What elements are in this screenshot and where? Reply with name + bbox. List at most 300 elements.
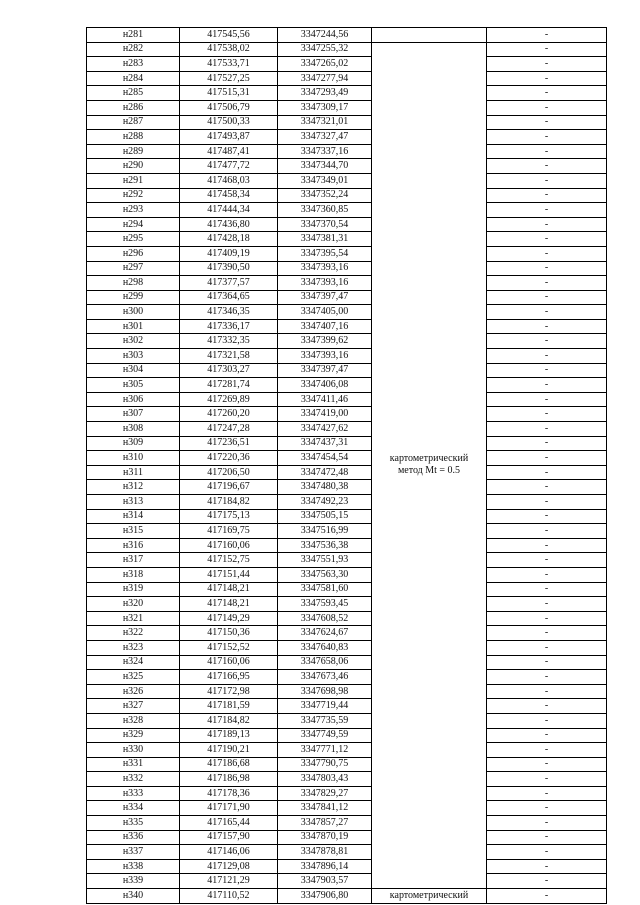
x-coordinate-cell: 417190,21 <box>180 743 278 758</box>
table-row <box>87 859 607 874</box>
error-cell: - <box>487 159 607 174</box>
error-cell: - <box>487 655 607 670</box>
y-coordinate-cell: 3347492,23 <box>278 495 372 510</box>
x-coordinate-cell: 417515,31 <box>180 86 278 101</box>
table-row <box>87 786 607 801</box>
point-name-cell: н294 <box>87 217 180 232</box>
error-cell: - <box>487 57 607 72</box>
y-coordinate-cell: 3347581,60 <box>278 582 372 597</box>
y-coordinate-cell: 3347673,46 <box>278 670 372 685</box>
point-name-cell: н296 <box>87 246 180 261</box>
y-coordinate-cell: 3347536,38 <box>278 538 372 553</box>
error-cell: - <box>487 757 607 772</box>
x-coordinate-cell: 417186,68 <box>180 757 278 772</box>
y-coordinate-cell: 3347255,32 <box>278 42 372 57</box>
x-coordinate-cell: 417390,50 <box>180 261 278 276</box>
x-coordinate-cell: 417184,82 <box>180 495 278 510</box>
x-coordinate-cell: 417152,75 <box>180 553 278 568</box>
error-cell: - <box>487 276 607 291</box>
table-row <box>87 305 607 320</box>
point-name-cell: н321 <box>87 611 180 626</box>
x-coordinate-cell: 417346,35 <box>180 305 278 320</box>
y-coordinate-cell: 3347771,12 <box>278 743 372 758</box>
method-line-2: метод Mt = 0.5 <box>397 465 461 477</box>
x-coordinate-cell: 417444,34 <box>180 203 278 218</box>
x-coordinate-cell: 417236,51 <box>180 436 278 451</box>
y-coordinate-cell: 3347407,16 <box>278 319 372 334</box>
table-row <box>87 626 607 641</box>
x-coordinate-cell: 417487,41 <box>180 144 278 159</box>
error-cell: - <box>487 451 607 466</box>
y-coordinate-cell: 3347480,38 <box>278 480 372 495</box>
y-coordinate-cell: 3347393,16 <box>278 276 372 291</box>
y-coordinate-cell: 3347870,19 <box>278 830 372 845</box>
y-coordinate-cell: 3347454,54 <box>278 451 372 466</box>
table-row <box>87 276 607 291</box>
error-cell: - <box>487 422 607 437</box>
x-coordinate-cell: 417175,13 <box>180 509 278 524</box>
y-coordinate-cell: 3347337,16 <box>278 144 372 159</box>
table-row <box>87 816 607 831</box>
error-cell: - <box>487 319 607 334</box>
point-name-cell: н331 <box>87 757 180 772</box>
point-name-cell: н318 <box>87 567 180 582</box>
point-name-cell: н290 <box>87 159 180 174</box>
error-cell: - <box>487 567 607 582</box>
y-coordinate-cell: 3347593,45 <box>278 597 372 612</box>
y-coordinate-cell: 3347437,31 <box>278 436 372 451</box>
y-coordinate-cell: 3347505,15 <box>278 509 372 524</box>
y-coordinate-cell: 3347419,00 <box>278 407 372 422</box>
y-coordinate-cell: 3347370,54 <box>278 217 372 232</box>
y-coordinate-cell: 3347803,43 <box>278 772 372 787</box>
error-cell: - <box>487 392 607 407</box>
point-name-cell: н333 <box>87 786 180 801</box>
y-coordinate-cell: 3347399,62 <box>278 334 372 349</box>
method-cell <box>372 28 487 43</box>
y-coordinate-cell: 3347360,85 <box>278 203 372 218</box>
y-coordinate-cell: 3347411,46 <box>278 392 372 407</box>
point-name-cell: н308 <box>87 422 180 437</box>
x-coordinate-cell: 417220,36 <box>180 451 278 466</box>
table-row <box>87 188 607 203</box>
x-coordinate-cell: 417152,52 <box>180 640 278 655</box>
y-coordinate-cell: 3347381,31 <box>278 232 372 247</box>
x-coordinate-cell: 417171,90 <box>180 801 278 816</box>
table-row <box>87 772 607 787</box>
table-row <box>87 495 607 510</box>
y-coordinate-cell: 3347719,44 <box>278 699 372 714</box>
y-coordinate-cell: 3347397,47 <box>278 363 372 378</box>
x-coordinate-cell: 417493,87 <box>180 130 278 145</box>
point-name-cell: н300 <box>87 305 180 320</box>
x-coordinate-cell: 417165,44 <box>180 816 278 831</box>
table-row <box>87 86 607 101</box>
table-row <box>87 567 607 582</box>
table-row <box>87 42 607 57</box>
point-name-cell: н281 <box>87 28 180 43</box>
x-coordinate-cell: 417189,13 <box>180 728 278 743</box>
table-row <box>87 684 607 699</box>
point-name-cell: н315 <box>87 524 180 539</box>
point-name-cell: н329 <box>87 728 180 743</box>
y-coordinate-cell: 3347857,27 <box>278 816 372 831</box>
error-cell: - <box>487 743 607 758</box>
point-name-cell: н282 <box>87 42 180 57</box>
x-coordinate-cell: 417146,06 <box>180 845 278 860</box>
point-name-cell: н332 <box>87 772 180 787</box>
y-coordinate-cell: 3347608,52 <box>278 611 372 626</box>
error-cell: - <box>487 626 607 641</box>
point-name-cell: н339 <box>87 874 180 889</box>
table-row <box>87 407 607 422</box>
x-coordinate-cell: 417332,35 <box>180 334 278 349</box>
point-name-cell: н336 <box>87 830 180 845</box>
error-cell: - <box>487 728 607 743</box>
error-cell: - <box>487 582 607 597</box>
coordinates-table-body <box>87 28 607 904</box>
x-coordinate-cell: 417148,21 <box>180 582 278 597</box>
point-name-cell: н303 <box>87 349 180 364</box>
error-cell: - <box>487 115 607 130</box>
point-name-cell: н305 <box>87 378 180 393</box>
x-coordinate-cell: 417160,06 <box>180 655 278 670</box>
x-coordinate-cell: 417148,21 <box>180 597 278 612</box>
error-cell: - <box>487 640 607 655</box>
table-row <box>87 261 607 276</box>
error-cell: - <box>487 71 607 86</box>
error-cell: - <box>487 889 607 904</box>
x-coordinate-cell: 417364,65 <box>180 290 278 305</box>
x-coordinate-cell: 417172,98 <box>180 684 278 699</box>
x-coordinate-cell: 417468,03 <box>180 173 278 188</box>
error-cell: - <box>487 684 607 699</box>
x-coordinate-cell: 417336,17 <box>180 319 278 334</box>
x-coordinate-cell: 417506,79 <box>180 100 278 115</box>
x-coordinate-cell: 417157,90 <box>180 830 278 845</box>
point-name-cell: н306 <box>87 392 180 407</box>
x-coordinate-cell: 417121,29 <box>180 874 278 889</box>
x-coordinate-cell: 417477,72 <box>180 159 278 174</box>
point-name-cell: н299 <box>87 290 180 305</box>
error-cell: - <box>487 436 607 451</box>
x-coordinate-cell: 417110,52 <box>180 889 278 904</box>
error-cell: - <box>487 859 607 874</box>
method-cell: картометрический <box>372 889 487 904</box>
y-coordinate-cell: 3347624,67 <box>278 626 372 641</box>
table-row <box>87 670 607 685</box>
x-coordinate-cell: 417160,06 <box>180 538 278 553</box>
table-row <box>87 290 607 305</box>
y-coordinate-cell: 3347244,56 <box>278 28 372 43</box>
y-coordinate-cell: 3347790,75 <box>278 757 372 772</box>
x-coordinate-cell: 417436,80 <box>180 217 278 232</box>
point-name-cell: н297 <box>87 261 180 276</box>
point-name-cell: н335 <box>87 816 180 831</box>
y-coordinate-cell: 3347735,59 <box>278 713 372 728</box>
x-coordinate-cell: 417181,59 <box>180 699 278 714</box>
point-name-cell: н313 <box>87 495 180 510</box>
error-cell: - <box>487 261 607 276</box>
coordinates-table <box>86 27 607 904</box>
error-cell: - <box>487 246 607 261</box>
x-coordinate-cell: 417149,29 <box>180 611 278 626</box>
point-name-cell: н309 <box>87 436 180 451</box>
table-row <box>87 392 607 407</box>
y-coordinate-cell: 3347309,17 <box>278 100 372 115</box>
table-row <box>87 597 607 612</box>
table-row <box>87 319 607 334</box>
table-row <box>87 889 607 904</box>
table-row <box>87 71 607 86</box>
x-coordinate-cell: 417458,34 <box>180 188 278 203</box>
table-row <box>87 699 607 714</box>
table-row <box>87 524 607 539</box>
point-name-cell: н298 <box>87 276 180 291</box>
x-coordinate-cell: 417409,19 <box>180 246 278 261</box>
point-name-cell: н310 <box>87 451 180 466</box>
y-coordinate-cell: 3347265,02 <box>278 57 372 72</box>
error-cell: - <box>487 232 607 247</box>
error-cell: - <box>487 100 607 115</box>
point-name-cell: н325 <box>87 670 180 685</box>
table-row <box>87 363 607 378</box>
y-coordinate-cell: 3347698,98 <box>278 684 372 699</box>
table-row <box>87 173 607 188</box>
error-cell: - <box>487 305 607 320</box>
table-row <box>87 203 607 218</box>
y-coordinate-cell: 3347906,80 <box>278 889 372 904</box>
y-coordinate-cell: 3347406,08 <box>278 378 372 393</box>
error-cell: - <box>487 786 607 801</box>
table-row <box>87 144 607 159</box>
x-coordinate-cell: 417150,36 <box>180 626 278 641</box>
point-name-cell: н337 <box>87 845 180 860</box>
x-coordinate-cell: 417129,08 <box>180 859 278 874</box>
x-coordinate-cell: 417428,18 <box>180 232 278 247</box>
error-cell: - <box>487 845 607 860</box>
y-coordinate-cell: 3347327,47 <box>278 130 372 145</box>
point-name-cell: н286 <box>87 100 180 115</box>
y-coordinate-cell: 3347427,62 <box>278 422 372 437</box>
error-cell: - <box>487 407 607 422</box>
point-name-cell: н301 <box>87 319 180 334</box>
table-row <box>87 422 607 437</box>
y-coordinate-cell: 3347349,01 <box>278 173 372 188</box>
error-cell: - <box>487 349 607 364</box>
table-row <box>87 611 607 626</box>
point-name-cell: н311 <box>87 465 180 480</box>
table-row <box>87 130 607 145</box>
error-cell: - <box>487 816 607 831</box>
error-cell: - <box>487 42 607 57</box>
point-name-cell: н324 <box>87 655 180 670</box>
error-cell: - <box>487 509 607 524</box>
y-coordinate-cell: 3347395,54 <box>278 246 372 261</box>
error-cell: - <box>487 378 607 393</box>
y-coordinate-cell: 3347551,93 <box>278 553 372 568</box>
table-row <box>87 57 607 72</box>
y-coordinate-cell: 3347829,27 <box>278 786 372 801</box>
point-name-cell: н293 <box>87 203 180 218</box>
table-row <box>87 743 607 758</box>
table-row <box>87 553 607 568</box>
error-cell: - <box>487 801 607 816</box>
error-cell: - <box>487 699 607 714</box>
table-row <box>87 334 607 349</box>
y-coordinate-cell: 3347516,99 <box>278 524 372 539</box>
error-cell: - <box>487 465 607 480</box>
table-row <box>87 465 607 480</box>
table-row <box>87 874 607 889</box>
error-cell: - <box>487 713 607 728</box>
y-coordinate-cell: 3347405,00 <box>278 305 372 320</box>
error-cell: - <box>487 611 607 626</box>
error-cell: - <box>487 524 607 539</box>
point-name-cell: н326 <box>87 684 180 699</box>
x-coordinate-cell: 417166,95 <box>180 670 278 685</box>
table-row <box>87 713 607 728</box>
error-cell: - <box>487 480 607 495</box>
y-coordinate-cell: 3347277,94 <box>278 71 372 86</box>
table-row <box>87 232 607 247</box>
point-name-cell: н283 <box>87 57 180 72</box>
y-coordinate-cell: 3347563,30 <box>278 567 372 582</box>
error-cell: - <box>487 495 607 510</box>
x-coordinate-cell: 417260,20 <box>180 407 278 422</box>
x-coordinate-cell: 417303,27 <box>180 363 278 378</box>
table-row <box>87 159 607 174</box>
x-coordinate-cell: 417169,75 <box>180 524 278 539</box>
table-row <box>87 640 607 655</box>
y-coordinate-cell: 3347749,59 <box>278 728 372 743</box>
table-row <box>87 217 607 232</box>
table-row <box>87 728 607 743</box>
table-row <box>87 28 607 43</box>
table-row <box>87 655 607 670</box>
point-name-cell: н288 <box>87 130 180 145</box>
error-cell: - <box>487 772 607 787</box>
error-cell: - <box>487 538 607 553</box>
x-coordinate-cell: 417538,02 <box>180 42 278 57</box>
error-cell: - <box>487 173 607 188</box>
table-row <box>87 538 607 553</box>
error-cell: - <box>487 363 607 378</box>
table-row <box>87 830 607 845</box>
error-cell: - <box>487 670 607 685</box>
table-row <box>87 845 607 860</box>
error-cell: - <box>487 28 607 43</box>
point-name-cell: н302 <box>87 334 180 349</box>
x-coordinate-cell: 417184,82 <box>180 713 278 728</box>
error-cell: - <box>487 874 607 889</box>
table-row <box>87 801 607 816</box>
x-coordinate-cell: 417321,58 <box>180 349 278 364</box>
error-cell: - <box>487 144 607 159</box>
y-coordinate-cell: 3347344,70 <box>278 159 372 174</box>
error-cell: - <box>487 86 607 101</box>
x-coordinate-cell: 417178,36 <box>180 786 278 801</box>
point-name-cell: н340 <box>87 889 180 904</box>
table-row <box>87 757 607 772</box>
y-coordinate-cell: 3347397,47 <box>278 290 372 305</box>
table-row <box>87 100 607 115</box>
point-name-cell: н334 <box>87 801 180 816</box>
y-coordinate-cell: 3347393,16 <box>278 349 372 364</box>
error-cell: - <box>487 553 607 568</box>
y-coordinate-cell: 3347640,83 <box>278 640 372 655</box>
y-coordinate-cell: 3347896,14 <box>278 859 372 874</box>
table-row <box>87 115 607 130</box>
y-coordinate-cell: 3347321,01 <box>278 115 372 130</box>
x-coordinate-cell: 417533,71 <box>180 57 278 72</box>
point-name-cell: н330 <box>87 743 180 758</box>
x-coordinate-cell: 417196,67 <box>180 480 278 495</box>
x-coordinate-cell: 417500,33 <box>180 115 278 130</box>
table-row <box>87 436 607 451</box>
method-cell-merged <box>372 42 487 888</box>
error-cell: - <box>487 597 607 612</box>
point-name-cell: н304 <box>87 363 180 378</box>
x-coordinate-cell: 417151,44 <box>180 567 278 582</box>
x-coordinate-cell: 417527,25 <box>180 71 278 86</box>
x-coordinate-cell: 417247,28 <box>180 422 278 437</box>
x-coordinate-cell: 417186,98 <box>180 772 278 787</box>
x-coordinate-cell: 417281,74 <box>180 378 278 393</box>
point-name-cell: н316 <box>87 538 180 553</box>
x-coordinate-cell: 417545,56 <box>180 28 278 43</box>
table-row <box>87 246 607 261</box>
point-name-cell: н327 <box>87 699 180 714</box>
point-name-cell: н295 <box>87 232 180 247</box>
y-coordinate-cell: 3347903,57 <box>278 874 372 889</box>
point-name-cell: н320 <box>87 597 180 612</box>
method-line-1: картометрический <box>389 453 469 465</box>
y-coordinate-cell: 3347841,12 <box>278 801 372 816</box>
point-name-cell: н284 <box>87 71 180 86</box>
error-cell: - <box>487 203 607 218</box>
point-name-cell: н291 <box>87 173 180 188</box>
table-row <box>87 451 607 466</box>
y-coordinate-cell: 3347878,81 <box>278 845 372 860</box>
table-row <box>87 378 607 393</box>
point-name-cell: н312 <box>87 480 180 495</box>
x-coordinate-cell: 417206,50 <box>180 465 278 480</box>
error-cell: - <box>487 334 607 349</box>
y-coordinate-cell: 3347658,06 <box>278 655 372 670</box>
y-coordinate-cell: 3347352,24 <box>278 188 372 203</box>
error-cell: - <box>487 217 607 232</box>
point-name-cell: н307 <box>87 407 180 422</box>
point-name-cell: н317 <box>87 553 180 568</box>
point-name-cell: н322 <box>87 626 180 641</box>
y-coordinate-cell: 3347393,16 <box>278 261 372 276</box>
point-name-cell: н314 <box>87 509 180 524</box>
point-name-cell: н328 <box>87 713 180 728</box>
y-coordinate-cell: 3347293,49 <box>278 86 372 101</box>
point-name-cell: н289 <box>87 144 180 159</box>
point-name-cell: н287 <box>87 115 180 130</box>
x-coordinate-cell: 417269,89 <box>180 392 278 407</box>
table-row <box>87 509 607 524</box>
point-name-cell: н319 <box>87 582 180 597</box>
point-name-cell: н323 <box>87 640 180 655</box>
error-cell: - <box>487 188 607 203</box>
point-name-cell: н285 <box>87 86 180 101</box>
error-cell: - <box>487 830 607 845</box>
point-name-cell: н292 <box>87 188 180 203</box>
y-coordinate-cell: 3347472,48 <box>278 465 372 480</box>
